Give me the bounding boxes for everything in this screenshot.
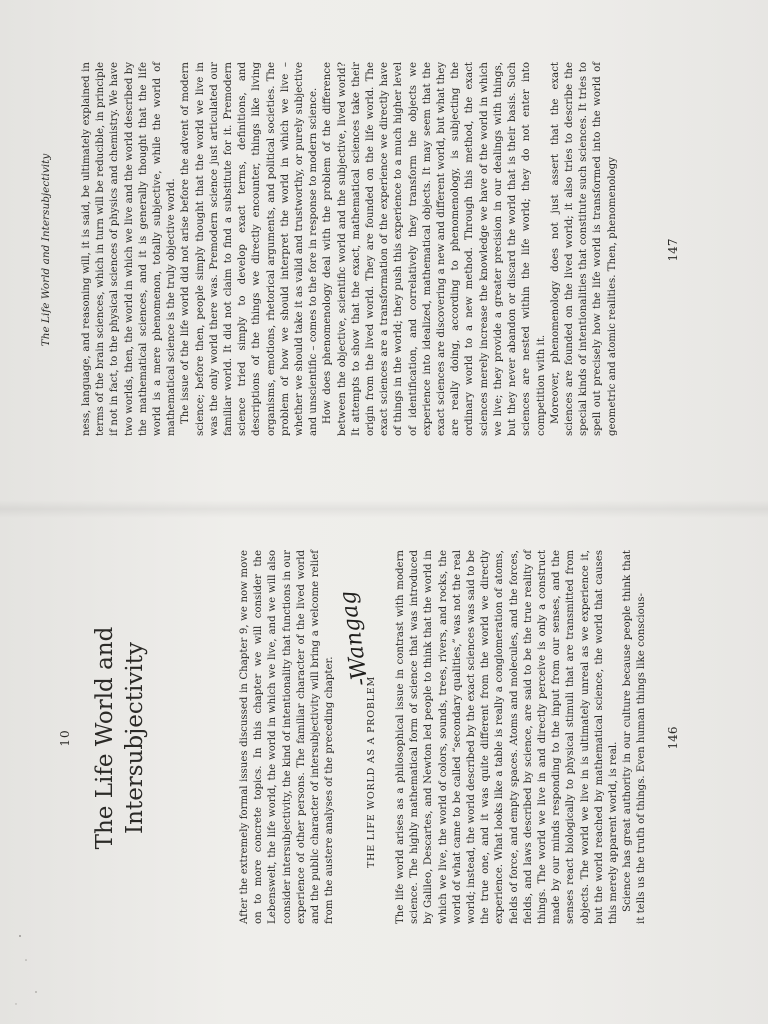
paragraph: The life world arises as a philosophical issue in contrast with modern science. The highly mathematical form of science that was introduced by Galileo, Descartes, and Newton led people to think that the world in which we live, the world of colors, sounds, trees, rivers, and rocks, the world of what came to be called “secondary qualities,” was not the real world; instead, the world described by the exact sciences was said to be the true one, and it was quite different from the world we directly experience. What looks like a table is really a conglomeration of atoms, fields of force, and empty spaces. Atoms and molecules, and the forces, fields, and laws described by science, are said to be the true reality of things. The world we live in and directly perceive is only a construct made by our minds responding to the input from our senses, and the senses react biologically to physical stimuli that are transmitted from objects. The world we live in is ultimately unreal as we experience it, but the world reached by mathematical science, the world that causes this merely apparent world, is real.: [395, 550, 620, 924]
chapter-title: [90, 518, 150, 958]
paragraph: The issue of the life world did not arise before the advent of modern science; before then, people simply thought that the world we live in was the only world there was. Premodern science just articulated our familiar world. It did not claim to find a substitute for it. Premodern science tried simply to develop exact terms, definitions, and descriptions of the things we directly encounter, things like living organisms, emotions, rhetorical arguments, and political societies. The problem of how we should interpret the world in which we live – whether we should take it as valid and trustworthy, or purely subjective and unscientific – comes to the fore in response to modern science.: [180, 62, 320, 436]
right-body-text: [80, 62, 620, 436]
handwritten-annotation: -Wangag: [335, 589, 374, 688]
running-head: The Life World and Intersubjectivity: [40, 153, 52, 347]
left-body-text: [394, 550, 650, 924]
page-number: 146: [666, 726, 680, 750]
chapter-title-line1: The Life World and: [92, 626, 118, 850]
paragraph: How does phenomenology deal with the problem of the difference between the objective, scientific world and the subjective, lived world? It attempts to show that the exact, mathematical sciences take their origin from the lived world. They are founded on the life world. The exact sciences are a transformation of the experience we directly have of things in the world; they push this experience to a much higher level of identification, and correlatively they transform the objects we experience into idealized, mathematical objects. It may seem that the exact sciences are discovering a new and different world, but what they are really doing, according to phenomenology, is subjecting the ordinary world to a new method. Through this method, the exact sciences merely increase the knowledge we have of the world in which we live; they provide a greater precision in our dealings with things, but they never abandon or discard the world that is their basis. Such sciences are nested within the life world; they do not enter into competition with it.: [322, 62, 547, 436]
page-number: 147: [666, 238, 680, 262]
intro-paragraph: After the extremely formal issues discussed in Chapter 9, we now move on to more concrete topics. In this chapter we will consider the Lebenswelt, the life world, the world in which we live, and we will also consider intersubjectivity, the kind of intentionality that functions in our experience of other persons. The familiar character of the lived world and the public character of intersubjectivity will bring a welcome relief from the austere analyses of the preceding chapter.: [239, 550, 336, 924]
chapter-intro: [238, 550, 337, 924]
book-gutter-shadow: [0, 500, 768, 518]
chapter-title-line2: Intersubjectivity: [122, 642, 148, 834]
section-heading: THE LIFE WORLD AS A PROBLEM: [366, 676, 377, 868]
paragraph: Science has great authority in our culture because people think that it tells us the truth of things. Even human things like conscious-: [622, 550, 648, 924]
scan-specks: [6, 930, 46, 1010]
page-146: [30, 518, 690, 958]
page-147: [30, 30, 690, 470]
chapter-number: 10: [58, 729, 72, 747]
paragraph: ness, language, and reasoning will, it is said, be ultimately explained in terms of the brain sciences, which in turn will be reducible, in principle if not in fact, to the physical sciences of physics and chemistry. We have two worlds, then, the world in which we live and the world described by the mathematical sciences, and it is generally thought that the life world is a mere phenomenon, totally subjective, while the world of mathematical science is the truly objective world.: [81, 62, 178, 436]
paragraph: Moreover, phenomenology does not just assert that the exact sciences are founded on the lived world; it also tries to describe the special kinds of intentionalities that constitute such sciences. It tries to spell out precisely how the life world is transformed into the world of geometric and atomic realities. Then, phenomenology: [549, 62, 618, 436]
